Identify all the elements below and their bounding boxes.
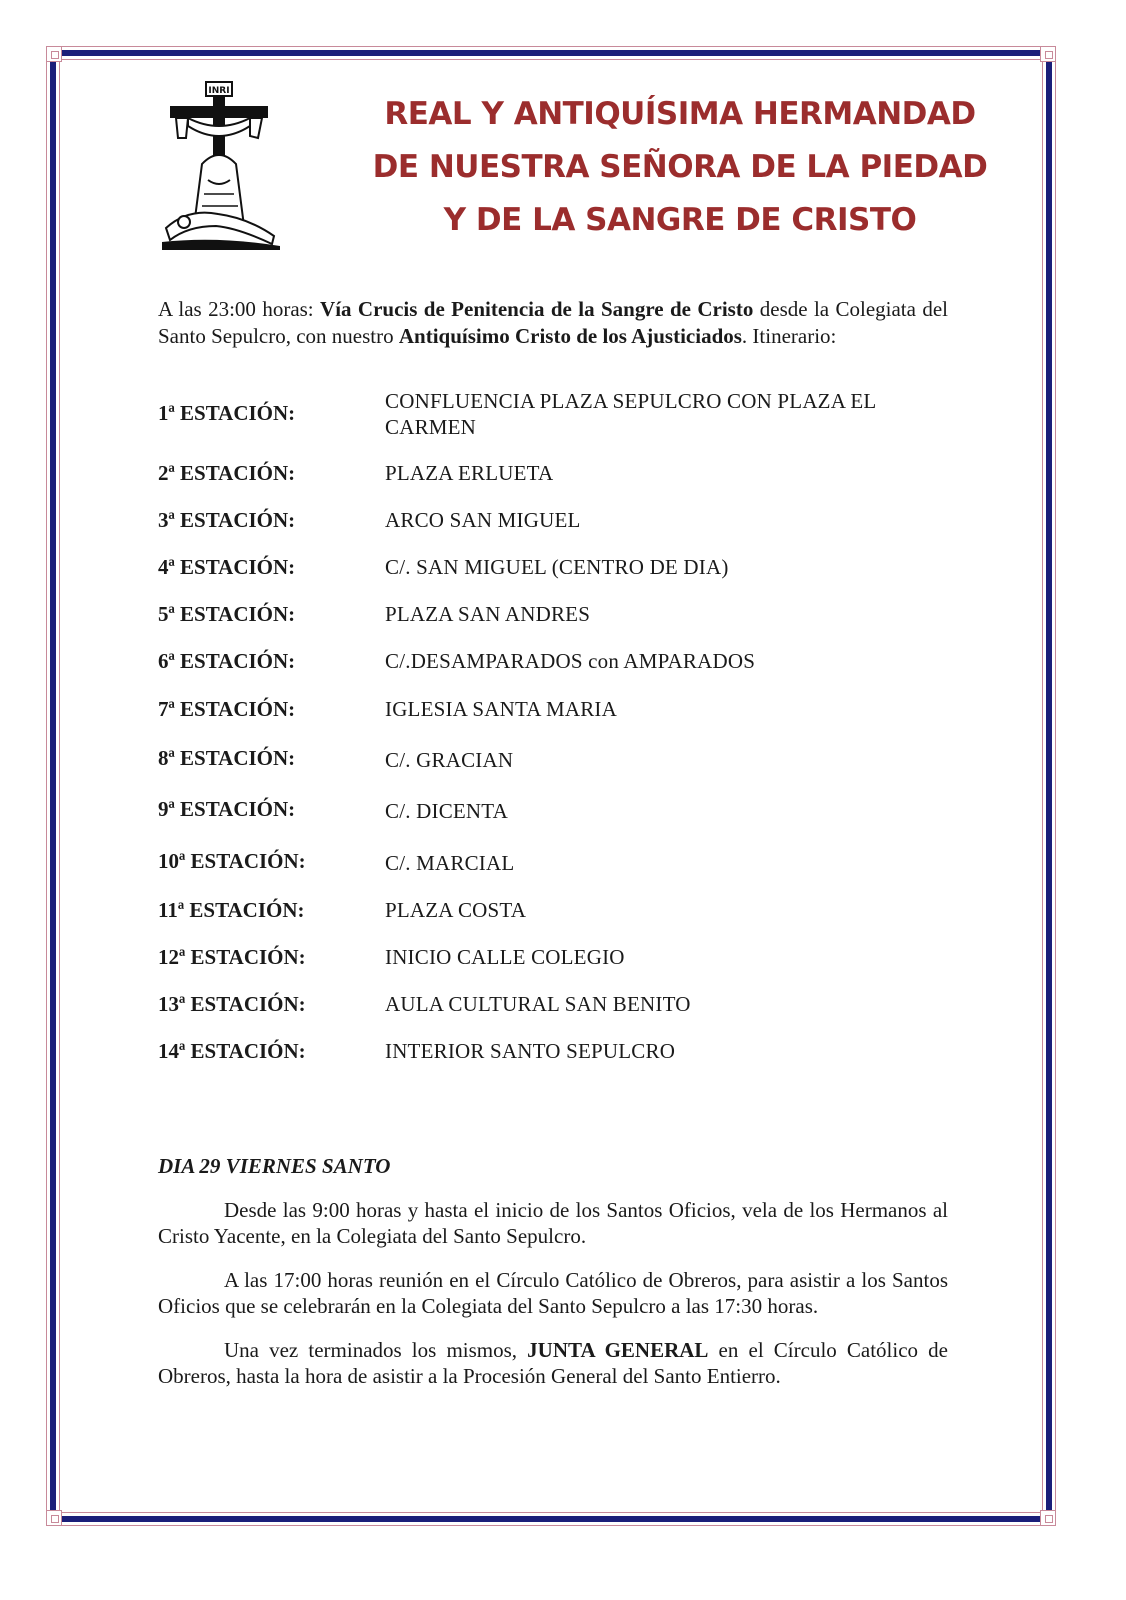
section-heading-viernes-santo: DIA 29 VIERNES SANTO bbox=[158, 1154, 391, 1178]
brotherhood-logo bbox=[158, 76, 284, 252]
station-label: 9ª ESTACIÓN: bbox=[158, 797, 296, 821]
station-place: AULA CULTURAL SAN BENITO bbox=[385, 992, 691, 1016]
station-label: 8ª ESTACIÓN: bbox=[158, 746, 296, 770]
station-label: 4ª ESTACIÓN: bbox=[158, 555, 296, 579]
station-place: PLAZA COSTA bbox=[385, 898, 527, 922]
station-label: 7ª ESTACIÓN: bbox=[158, 697, 296, 721]
frame-corner-ornament bbox=[46, 46, 62, 62]
station-label: 3ª ESTACIÓN: bbox=[158, 508, 296, 532]
station-place: C/. DICENTA bbox=[385, 799, 509, 823]
intro-text: desde la Colegiata del Santo Sepulcro, con nuestro bbox=[158, 297, 948, 348]
friday-paragraph: Desde las 9:00 horas y hasta el inicio de los Santos Oficios, vela de los Hermanos al Cristo Yacente, en la Colegiata del Santo Sepulcro. bbox=[158, 1198, 948, 1248]
frame-corner-ornament bbox=[46, 1510, 62, 1526]
inri-inscription: INRI bbox=[208, 86, 230, 96]
station-label: 5ª ESTACIÓN: bbox=[158, 602, 296, 626]
intro-text: A las 23:00 horas: bbox=[158, 297, 321, 321]
paragraph-text: en el Círculo Católico de Obreros, hasta la hora de asistir a la Procesión General del Santo Entierro. bbox=[158, 1338, 948, 1388]
intro-paragraph bbox=[158, 296, 948, 350]
station-label: 11ª ESTACIÓN: bbox=[158, 898, 305, 922]
station-place: C/. SAN MIGUEL (CENTRO DE DIA) bbox=[385, 555, 729, 579]
friday-paragraph bbox=[158, 1337, 948, 1389]
station-place: CONFLUENCIA PLAZA SEPULCRO CON PLAZA EL CARMEN bbox=[385, 389, 876, 439]
document-title bbox=[350, 88, 1010, 247]
station-label: 10ª ESTACIÓN: bbox=[158, 849, 306, 873]
station-place: IGLESIA SANTA MARIA bbox=[385, 697, 617, 721]
station-place: C/. MARCIAL bbox=[385, 851, 515, 875]
intro-emphasis: Vía Crucis de Penitencia de la Sangre de Cristo bbox=[320, 297, 754, 321]
frame-corner-ornament bbox=[1040, 1510, 1056, 1526]
station-place: ARCO SAN MIGUEL bbox=[385, 508, 581, 532]
title-line: REAL Y ANTIQUÍSIMA HERMANDAD bbox=[384, 96, 976, 132]
station-place: C/.DESAMPARADOS con AMPARADOS bbox=[385, 649, 756, 673]
title-line: Y DE LA SANGRE DE CRISTO bbox=[443, 202, 917, 238]
station-label: 12ª ESTACIÓN: bbox=[158, 945, 306, 969]
station-place: PLAZA ERLUETA bbox=[385, 461, 554, 485]
station-place: C/. GRACIAN bbox=[385, 748, 514, 772]
station-label: 14ª ESTACIÓN: bbox=[158, 1039, 306, 1063]
frame-corner-ornament bbox=[1040, 46, 1056, 62]
intro-emphasis: Antiquísimo Cristo de los Ajusticiados bbox=[398, 324, 742, 348]
station-label: 1ª ESTACIÓN: bbox=[158, 401, 296, 425]
friday-paragraph: A las 17:00 horas reunión en el Círculo Católico de Obreros, para asistir a los Santos Oficios que se celebrarán en la Colegiata del Santo Sepulcro a las 17:30 horas. bbox=[158, 1268, 948, 1318]
station-place: INTERIOR SANTO SEPULCRO bbox=[385, 1039, 676, 1063]
station-place: PLAZA SAN ANDRES bbox=[385, 602, 591, 626]
title-line: DE NUESTRA SEÑORA DE LA PIEDAD bbox=[372, 149, 988, 185]
station-place: INICIO CALLE COLEGIO bbox=[385, 945, 625, 969]
paragraph-text: Una vez terminados los mismos, bbox=[224, 1338, 528, 1362]
station-label: 13ª ESTACIÓN: bbox=[158, 992, 306, 1016]
station-label: 6ª ESTACIÓN: bbox=[158, 649, 296, 673]
intro-text: . Itinerario: bbox=[741, 324, 837, 348]
paragraph-emphasis: JUNTA GENERAL bbox=[527, 1338, 709, 1362]
crucifix-pieta-emblem-icon bbox=[158, 76, 284, 252]
station-label: 2ª ESTACIÓN: bbox=[158, 461, 296, 485]
